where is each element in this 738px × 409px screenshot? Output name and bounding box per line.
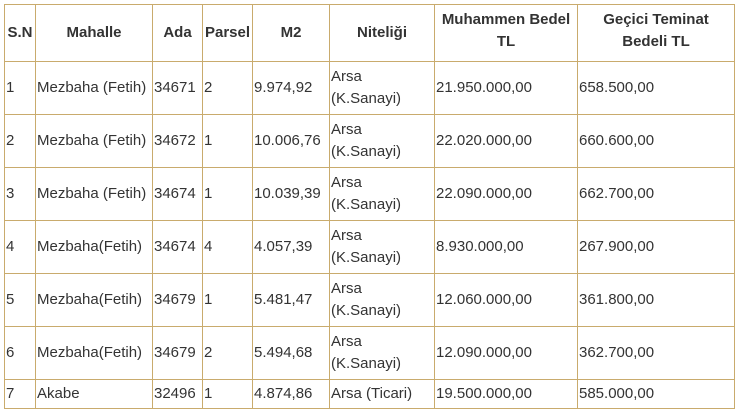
cell-ada: 34674: [153, 168, 203, 221]
tender-table: [4, 4, 735, 409]
cell-mahalle: Mezbaha (Fetih): [36, 62, 153, 115]
table-row: [5, 221, 735, 274]
col-header-m2: M2: [253, 5, 330, 62]
table-row: [5, 327, 735, 380]
cell-parsel: 1: [203, 380, 253, 409]
cell-sn: 2: [5, 115, 36, 168]
table-row: [5, 380, 735, 409]
cell-m2: 4.874,86: [253, 380, 330, 409]
col-header-gecici-teminat: Geçici Teminat Bedeli TL: [578, 5, 735, 62]
header-row: [5, 5, 735, 62]
table-row: [5, 62, 735, 115]
cell-gecici-teminat: 662.700,00: [578, 168, 735, 221]
cell-niteligi: Arsa (K.Sanayi): [330, 115, 435, 168]
cell-muhammen-bedel: 12.060.000,00: [435, 274, 578, 327]
cell-parsel: 1: [203, 115, 253, 168]
cell-m2: 9.974,92: [253, 62, 330, 115]
cell-gecici-teminat: 267.900,00: [578, 221, 735, 274]
cell-gecici-teminat: 585.000,00: [578, 380, 735, 409]
cell-ada: 34679: [153, 274, 203, 327]
cell-sn: 7: [5, 380, 36, 409]
cell-parsel: 1: [203, 274, 253, 327]
cell-muhammen-bedel: 8.930.000,00: [435, 221, 578, 274]
cell-m2: 4.057,39: [253, 221, 330, 274]
cell-parsel: 2: [203, 62, 253, 115]
cell-mahalle: Mezbaha (Fetih): [36, 168, 153, 221]
cell-gecici-teminat: 361.800,00: [578, 274, 735, 327]
cell-niteligi: Arsa (K.Sanayi): [330, 274, 435, 327]
cell-muhammen-bedel: 22.020.000,00: [435, 115, 578, 168]
cell-mahalle: Mezbaha (Fetih): [36, 115, 153, 168]
col-header-parsel: Parsel: [203, 5, 253, 62]
cell-niteligi: Arsa (K.Sanayi): [330, 327, 435, 380]
cell-mahalle: Mezbaha(Fetih): [36, 221, 153, 274]
cell-parsel: 2: [203, 327, 253, 380]
col-header-muhammen-bedel: Muhammen Bedel TL: [435, 5, 578, 62]
cell-ada: 34679: [153, 327, 203, 380]
col-header-ada: Ada: [153, 5, 203, 62]
table-row: [5, 168, 735, 221]
cell-gecici-teminat: 660.600,00: [578, 115, 735, 168]
cell-sn: 6: [5, 327, 36, 380]
cell-mahalle: Akabe: [36, 380, 153, 409]
cell-niteligi: Arsa (K.Sanayi): [330, 168, 435, 221]
cell-mahalle: Mezbaha(Fetih): [36, 327, 153, 380]
cell-ada: 34674: [153, 221, 203, 274]
col-header-niteligi: Niteliği: [330, 5, 435, 62]
cell-gecici-teminat: 658.500,00: [578, 62, 735, 115]
cell-sn: 5: [5, 274, 36, 327]
cell-ada: 34671: [153, 62, 203, 115]
col-header-mahalle: Mahalle: [36, 5, 153, 62]
cell-sn: 3: [5, 168, 36, 221]
cell-sn: 1: [5, 62, 36, 115]
cell-sn: 4: [5, 221, 36, 274]
cell-ada: 32496: [153, 380, 203, 409]
table-row: [5, 115, 735, 168]
cell-muhammen-bedel: 21.950.000,00: [435, 62, 578, 115]
cell-muhammen-bedel: 19.500.000,00: [435, 380, 578, 409]
cell-ada: 34672: [153, 115, 203, 168]
col-header-sn: S.N: [5, 5, 36, 62]
cell-niteligi: Arsa (Ticari): [330, 380, 435, 409]
cell-mahalle: Mezbaha(Fetih): [36, 274, 153, 327]
cell-m2: 10.006,76: [253, 115, 330, 168]
cell-muhammen-bedel: 22.090.000,00: [435, 168, 578, 221]
cell-gecici-teminat: 362.700,00: [578, 327, 735, 380]
cell-parsel: 1: [203, 168, 253, 221]
cell-m2: 5.481,47: [253, 274, 330, 327]
cell-muhammen-bedel: 12.090.000,00: [435, 327, 578, 380]
cell-m2: 5.494,68: [253, 327, 330, 380]
cell-niteligi: Arsa (K.Sanayi): [330, 221, 435, 274]
table-row: [5, 274, 735, 327]
cell-m2: 10.039,39: [253, 168, 330, 221]
cell-niteligi: Arsa (K.Sanayi): [330, 62, 435, 115]
cell-parsel: 4: [203, 221, 253, 274]
